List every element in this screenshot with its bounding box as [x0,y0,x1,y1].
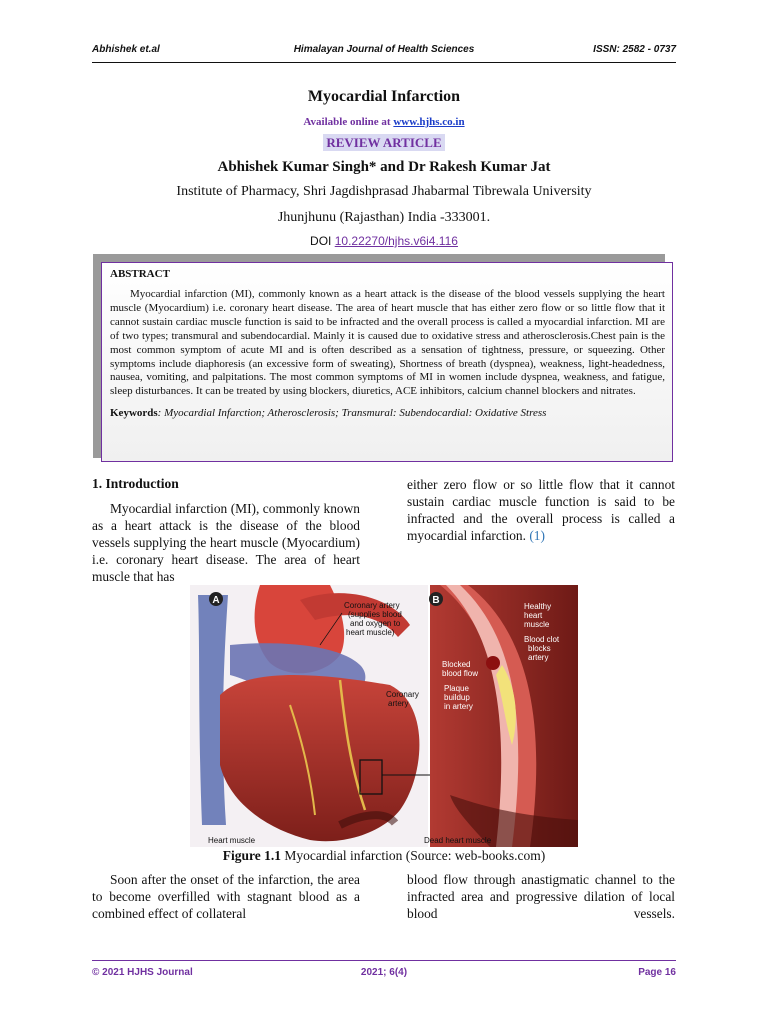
label-coronary-2-line2: artery [388,699,409,708]
label-clot-line3: artery [528,653,549,662]
footer-copyright: © 2021 HJHS Journal [92,967,193,978]
label-heart-muscle: Heart muscle [208,836,256,845]
intro-paragraph-col1 [92,500,360,585]
keywords [110,407,665,419]
body-paragraph-col2 [407,871,675,922]
available-prefix: Available online at [303,116,394,128]
label-coronary-artery-line1: Coronary artery [344,601,400,610]
figure-myocardial-infarction [190,585,578,847]
header-authors: Abhishek et.al [92,44,160,55]
journal-website-link[interactable]: www.hjhs.co.in [393,116,465,128]
figure-caption-label: Figure 1.1 [222,848,281,863]
footer-rule [92,960,676,961]
article-type-badge: REVIEW ARTICLE [323,134,444,151]
panel-a-label: A [212,595,220,606]
address: Jhunjhunu (Rajasthan) India -333001. [277,210,491,225]
intro-text-col2: either zero flow or so little flow that it cannot sustain cardiac muscle function is said to be infracted and the overall process is called a myocardial infarction. [407,477,675,543]
header-journal: Himalayan Journal of Health Sciences [293,44,475,55]
panel-b-label: B [432,595,440,606]
institution: Institute of Pharmacy, Shri Jagdishprasad Jhabarmal Tibrewala University [176,184,592,199]
blood-clot-shape [486,656,500,670]
label-plaque-line2: buildup [444,693,470,702]
abstract-text: Myocardial infarction (MI), commonly known as a heart attack is the disease of the blood vessels supplying the heart muscle (Myocardium) i.e. coronary heart disease. The area of heart muscle that has either zero flow or so little flow that it cannot sustain cardiac muscle function is said to be infracted and the overall process is called a myocardial infarction. MI are of two types; transmural and subendocardial. Mainly it is caused due to oxidative stress and atherosclerosis.Chest pain is the most common symptom of acute MI and is often described as a sensation of tightness, pressure, or squeezing. Other symptoms include diaphoresis (an excessive form of sweating), Shortness of breath (dyspnea), weakness, light-headedness, nausea, vomiting, and palpitations. The most common symptoms of MI in women include dyspnea, weakness, and fatigue, sleep disturbances. It can be treated by using blockers, diuretics, ACE inhibitors, calcium channel blockers and nitrates. [110,288,665,398]
keywords-list: : Myocardial Infarction; Atherosclerosis; Transmural: Subendocardial: Oxidative Stress [157,407,547,420]
label-coronary-artery-line4: heart muscle) [346,628,395,637]
article-title: Myocardial Infarction [307,88,461,105]
authors: Abhishek Kumar Singh* and Dr Rakesh Kumar Jat [217,159,551,175]
article-type [0,134,768,152]
abstract-box [101,262,673,462]
figure-caption-text: Myocardial infarction (Source: web-books.com) [280,848,546,863]
label-blocked-line2: blood flow [442,669,479,678]
figure-illustration [190,585,578,847]
citation-link[interactable]: (1) [529,528,545,543]
body-paragraph-col1 [92,871,360,922]
label-coronary-artery-line2: (supplies blood [348,610,402,619]
available-online [0,116,768,128]
label-healthy-line1: Healthy [524,602,552,611]
label-blocked-line1: Blocked [442,660,471,669]
doi [0,234,768,248]
intro-text-col1: Myocardial infarction (MI), commonly known as a heart attack is the disease of the blood vessels supplying the heart muscle (Myocardium) i.e. coronary heart disease. The area of heart muscle that has [92,501,360,584]
page-footer [92,967,676,983]
label-healthy-line2: heart [524,611,543,620]
running-header [92,44,676,60]
section-heading-introduction: 1. Introduction [92,476,179,491]
body-text-col2: blood flow through anastigmatic channel to the infracted area and progressive dilation of local blood vessels. [407,872,675,921]
label-healthy-line3: muscle [524,620,550,629]
label-clot-line2: blocks [528,644,551,653]
label-plaque-line3: in artery [444,702,473,711]
label-coronary-artery-line3: and oxygen to [350,619,401,628]
footer-page-number: Page 16 [638,967,676,978]
doi-link[interactable]: 10.22270/hjhs.v6i4.116 [334,234,458,248]
label-plaque-line1: Plaque [444,684,469,693]
keywords-label: Keywords [110,407,158,420]
body-text-col1: Soon after the onset of the infarction, the area to become overfilled with stagnant blood as a combined effect of collateral [92,872,360,921]
footer-volume: 2021; 6(4) [360,967,408,978]
header-issn: ISSN: 2582 - 0737 [593,44,676,55]
label-dead-heart-muscle: Dead heart muscle [424,836,492,845]
label-clot-line1: Blood clot [524,635,560,644]
header-rule [92,62,676,63]
doi-prefix: DOI [310,234,335,248]
label-coronary-2-line1: Coronary [386,690,419,699]
intro-paragraph-col2 [407,476,675,544]
figure-caption [0,848,768,864]
abstract-heading: ABSTRACT [110,268,170,280]
